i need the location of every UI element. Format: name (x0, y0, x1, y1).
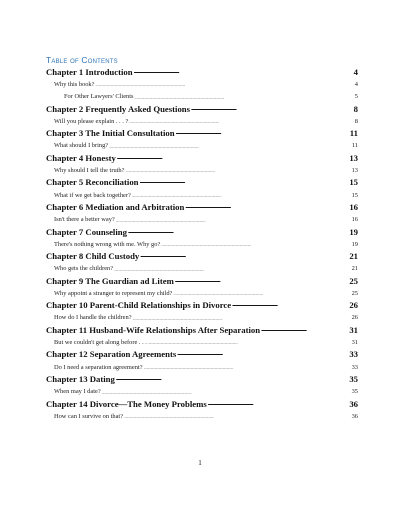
toc-entry-title: Chapter 12 Separation Agreements (46, 349, 177, 360)
dot-leader (134, 94, 353, 100)
toc-entry-title: Will you please explain . . . ? (54, 117, 129, 125)
toc-entry-chapter-6[interactable] (46, 201, 358, 213)
dot-leader (117, 152, 348, 161)
toc-entry-title: Chapter 6 Mediation and Arbitration (46, 201, 185, 212)
toc-entry-title: What should I bring? (54, 142, 109, 150)
toc-entry-chapter-4[interactable] (46, 152, 358, 164)
toc-entry-chapter-12[interactable] (46, 349, 358, 361)
toc-entry-page: 4 (354, 80, 358, 88)
toc-entry-section[interactable] (46, 287, 358, 299)
toc-entry-page: 19 (351, 240, 358, 248)
dot-leader (114, 266, 351, 272)
dot-leader (261, 324, 348, 333)
dot-leader (124, 413, 351, 419)
toc-entry-page: 31 (349, 324, 358, 335)
dot-leader (208, 398, 349, 407)
dot-leader (144, 364, 351, 370)
toc-entry-title: Chapter 4 Honesty (46, 152, 116, 163)
toc-entry-section[interactable] (46, 410, 358, 422)
toc-entry-chapter-3[interactable] (46, 128, 358, 140)
toc-entry-section[interactable] (46, 78, 358, 90)
dot-leader (134, 66, 353, 75)
dot-leader (129, 118, 354, 124)
toc-entry-page: 35 (349, 374, 358, 385)
dot-leader (176, 128, 349, 137)
toc-entry-page: 16 (349, 201, 358, 212)
toc-entry-title: Chapter 10 Parent-Child Relationships in Divorce (46, 300, 232, 311)
dot-leader (148, 340, 351, 346)
toc-entry-title: Who gets the children? (54, 265, 114, 273)
toc-entry-title: Chapter 8 Child Custody (46, 251, 140, 262)
toc-entry-chapter-2[interactable] (46, 103, 358, 115)
toc-entry-page: 21 (351, 265, 358, 273)
toc-entry-chapter-13[interactable] (46, 373, 358, 385)
toc-entry-page: 19 (349, 226, 358, 237)
toc-entry-page: 31 (351, 339, 358, 347)
toc-entry-title: Chapter 3 The Initial Consultation (46, 128, 175, 139)
toc-entry-section[interactable] (46, 213, 358, 225)
toc-entry-page: 15 (349, 177, 358, 188)
toc-entry-section[interactable] (46, 386, 358, 398)
toc-entry-page: 21 (349, 251, 358, 262)
toc-entry-title: Chapter 13 Dating (46, 374, 115, 385)
toc-entry-chapter-10[interactable] (46, 300, 358, 312)
toc-entry-page: 36 (349, 398, 358, 409)
toc-entry-title: Chapter 14 Divorce—The Money Problems (46, 398, 207, 409)
toc-entry-title: What if we get back together? (54, 191, 131, 199)
dot-leader (95, 82, 353, 88)
toc-entry-title: Chapter 7 Counseling (46, 226, 127, 237)
toc-entry-title: Chapter 1 Introduction (46, 66, 133, 77)
toc-entry-title: Do I need a separation agreement? (54, 363, 143, 371)
toc-entry-chapter-5[interactable] (46, 177, 358, 189)
toc-entry-chapter-1[interactable] (46, 66, 358, 78)
toc-entry-title: There's nothing wrong with me. Why go? (54, 240, 161, 248)
toc-entry-title: Why appoint a stranger to represent my child? (54, 289, 173, 297)
toc-entry-title: Chapter 5 Reconciliation (46, 177, 139, 188)
toc-entry-page: 16 (351, 216, 358, 224)
toc-entry-page: 5 (354, 93, 358, 101)
toc-entry-subsection[interactable] (46, 91, 358, 103)
dot-leader (140, 250, 348, 259)
toc-entry-page: 11 (349, 128, 358, 139)
dot-leader (140, 177, 349, 186)
dot-leader (161, 241, 350, 247)
toc-entry-title: When may I date? (54, 388, 101, 396)
toc-entry-page: 33 (349, 349, 358, 360)
dot-leader (116, 373, 348, 382)
toc-entry-title: How do I handle the children? (54, 314, 132, 322)
toc-entry-title: Isn't there a better way? (54, 216, 115, 224)
toc-entry-section[interactable] (46, 164, 358, 176)
toc-entry-section[interactable] (46, 263, 358, 275)
toc-entry-section[interactable] (46, 312, 358, 324)
dot-leader (128, 226, 348, 235)
toc-list (46, 66, 358, 422)
dot-leader (232, 300, 348, 309)
toc-entry-page: 13 (351, 167, 358, 174)
toc-entry-page: 33 (351, 363, 358, 371)
dot-leader (173, 291, 350, 297)
toc-entry-title: For Other Lawyers' Clients (64, 93, 134, 101)
dot-leader (132, 192, 351, 198)
toc-entry-title: Why this book? (54, 80, 95, 88)
toc-entry-page: 35 (351, 388, 358, 396)
toc-entry-title: But we couldn't get along before . . . (54, 339, 147, 347)
toc-entry-section[interactable] (46, 361, 358, 373)
toc-entry-chapter-14[interactable] (46, 398, 358, 410)
toc-entry-section[interactable] (46, 140, 358, 152)
toc-entry-page: 26 (351, 314, 358, 322)
dot-leader (102, 389, 351, 395)
toc-entry-page: 25 (351, 289, 358, 297)
toc-entry-page: 15 (351, 191, 358, 199)
dot-leader (191, 103, 353, 112)
dot-leader (125, 168, 350, 174)
page-number: 1 (198, 458, 202, 467)
toc-entry-chapter-11[interactable] (46, 324, 358, 336)
toc-entry-page: 8 (353, 103, 358, 114)
toc-entry-page: 11 (351, 142, 358, 150)
dot-leader (133, 315, 351, 321)
toc-entry-title: How can I survive on that? (54, 412, 124, 420)
toc-entry-section[interactable] (46, 238, 358, 250)
toc-heading: Table of Contents (46, 55, 118, 65)
dot-leader (109, 143, 351, 149)
dot-leader (185, 201, 348, 210)
toc-entry-page: 25 (349, 275, 358, 286)
dot-leader (177, 349, 348, 358)
toc-entry-chapter-7[interactable] (46, 226, 358, 238)
toc-entry-title: Chapter 11 Husband-Wife Relationships After Separation (46, 324, 261, 335)
dot-leader (116, 217, 351, 223)
toc-entry-title: Chapter 2 Frequently Asked Questions (46, 103, 191, 114)
toc-entry-page: 26 (349, 300, 358, 311)
toc-entry-chapter-9[interactable] (46, 275, 358, 287)
toc-entry-section[interactable] (46, 189, 358, 201)
toc-entry-section[interactable] (46, 336, 358, 348)
toc-entry-section[interactable] (46, 115, 358, 127)
toc-entry-page: 4 (353, 66, 358, 77)
toc-entry-page: 8 (354, 117, 358, 125)
dot-leader (175, 275, 348, 284)
toc-entry-page: 36 (351, 412, 358, 420)
toc-entry-title: Chapter 9 The Guardian ad Litem (46, 275, 174, 286)
toc-entry-page: 13 (349, 152, 358, 163)
toc-entry-title: Why should I tell the truth? (54, 167, 125, 174)
toc-entry-chapter-8[interactable] (46, 250, 358, 262)
